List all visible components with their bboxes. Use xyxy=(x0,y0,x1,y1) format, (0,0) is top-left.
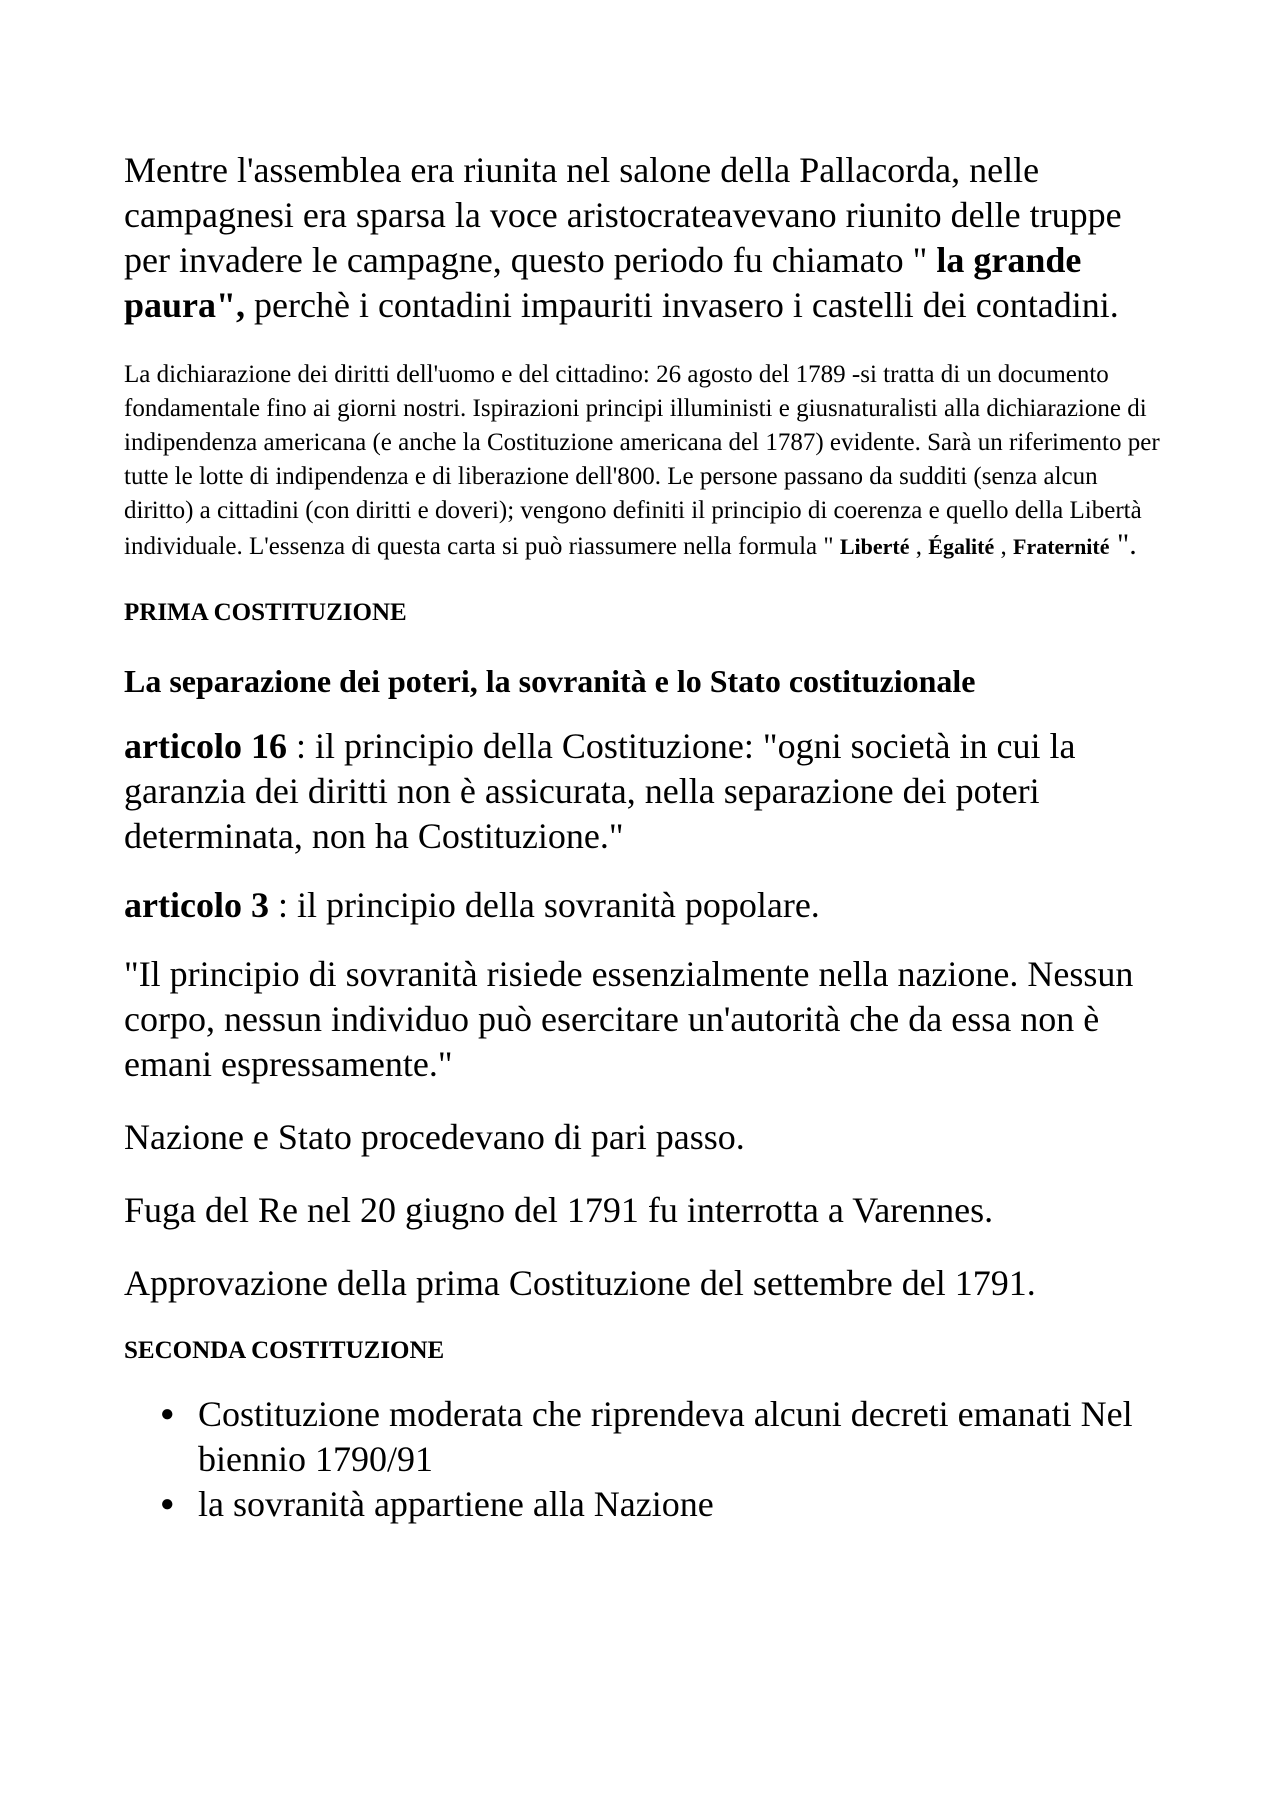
list-item-text: Costituzione moderata che riprendeva alcuni decreti emanati Nel biennio 1790/91 xyxy=(198,1394,1133,1479)
separator: , xyxy=(994,533,1014,560)
fuga-re-line: Fuga del Re nel 20 giugno del 1791 fu interrotta a Varennes. xyxy=(124,1190,994,1230)
articolo-16-paragraph xyxy=(124,724,1164,859)
intro-paragraph xyxy=(124,148,1164,328)
approvazione-line: Approvazione della prima Costituzione del settembre del 1791. xyxy=(124,1263,1036,1303)
egalite-word: Égalité xyxy=(928,534,995,559)
list-item xyxy=(160,1392,1164,1482)
articolo-16-label: articolo 16 xyxy=(124,726,287,766)
bullet-icon: ● xyxy=(160,1491,175,1517)
heading-separazione-poteri: La separazione dei poteri, la sovranità e lo Stato costituzionale xyxy=(124,663,976,699)
articolo-3-label: articolo 3 xyxy=(124,885,269,925)
bullet-icon: ● xyxy=(160,1401,175,1427)
separator: , xyxy=(909,533,929,560)
intro-text-end: perchè i contadini impauriti invasero i castelli dei contadini. xyxy=(245,285,1119,325)
articolo-16-text: : il principio della Costituzione: "ogni società in cui la garanzia dei diritti non è assicurata, nella separazione dei poteri determinata, non ha Costituzione." xyxy=(124,726,1076,856)
sovranita-quote: "Il principio di sovranità risiede essenzialmente nella nazione. Nessun corpo, nessun individuo può esercitare un'autorità che da essa non è emani espressamente." xyxy=(124,954,1134,1084)
nazione-stato-line: Nazione e Stato procedevano di pari passo. xyxy=(124,1117,745,1157)
intro-bold-phrase: la grande paura", xyxy=(124,240,1082,325)
list-item xyxy=(160,1482,1164,1527)
fraternite-word: Fraternité xyxy=(1013,534,1110,559)
articolo-3-paragraph xyxy=(124,883,1164,928)
heading-seconda-costituzione: SECONDA COSTITUZIONE xyxy=(124,1337,445,1364)
intro-text: Mentre l'assemblea era riunita nel salone della Pallacorda, nelle campagnesi era sparsa la voce aristocrateavevano riunito delle truppe per invadere le campagne, questo periodo fu chiamato " xyxy=(124,150,1122,280)
heading-prima-costituzione: PRIMA COSTITUZIONE xyxy=(124,599,407,626)
list-item-text: la sovranità appartiene alla Nazione xyxy=(198,1484,714,1524)
articolo-3-text: : il principio della sovranità popolare. xyxy=(268,885,820,925)
seconda-costituzione-list xyxy=(124,1392,1164,1527)
closing-quote: ". xyxy=(1109,528,1137,561)
liberte-word: Liberté xyxy=(839,534,910,559)
document-page xyxy=(124,148,1164,1527)
declaration-text: La dichiarazione dei diritti dell'uomo e del cittadino: 26 agosto del 1789 -si tratta di un documento fondamentale fino ai giorni nostri. Ispirazioni principi illuministi e giusnaturalisti alla dichiarazione di indipendenza americana (e anche la Costituzione americana del 1787) evidente. Sarà un riferimento per tutte le lotte di indipendenza e di liberazione dell'800. Le persone passano da sudditi (senza alcun diritto) a cittadini (con diritti e doveri); vengono definiti il principio di coerenza e quello della Libertà individuale. L'essenza di questa carta si può riassumere nella formula " xyxy=(124,361,1160,560)
declaration-paragraph xyxy=(124,358,1164,564)
